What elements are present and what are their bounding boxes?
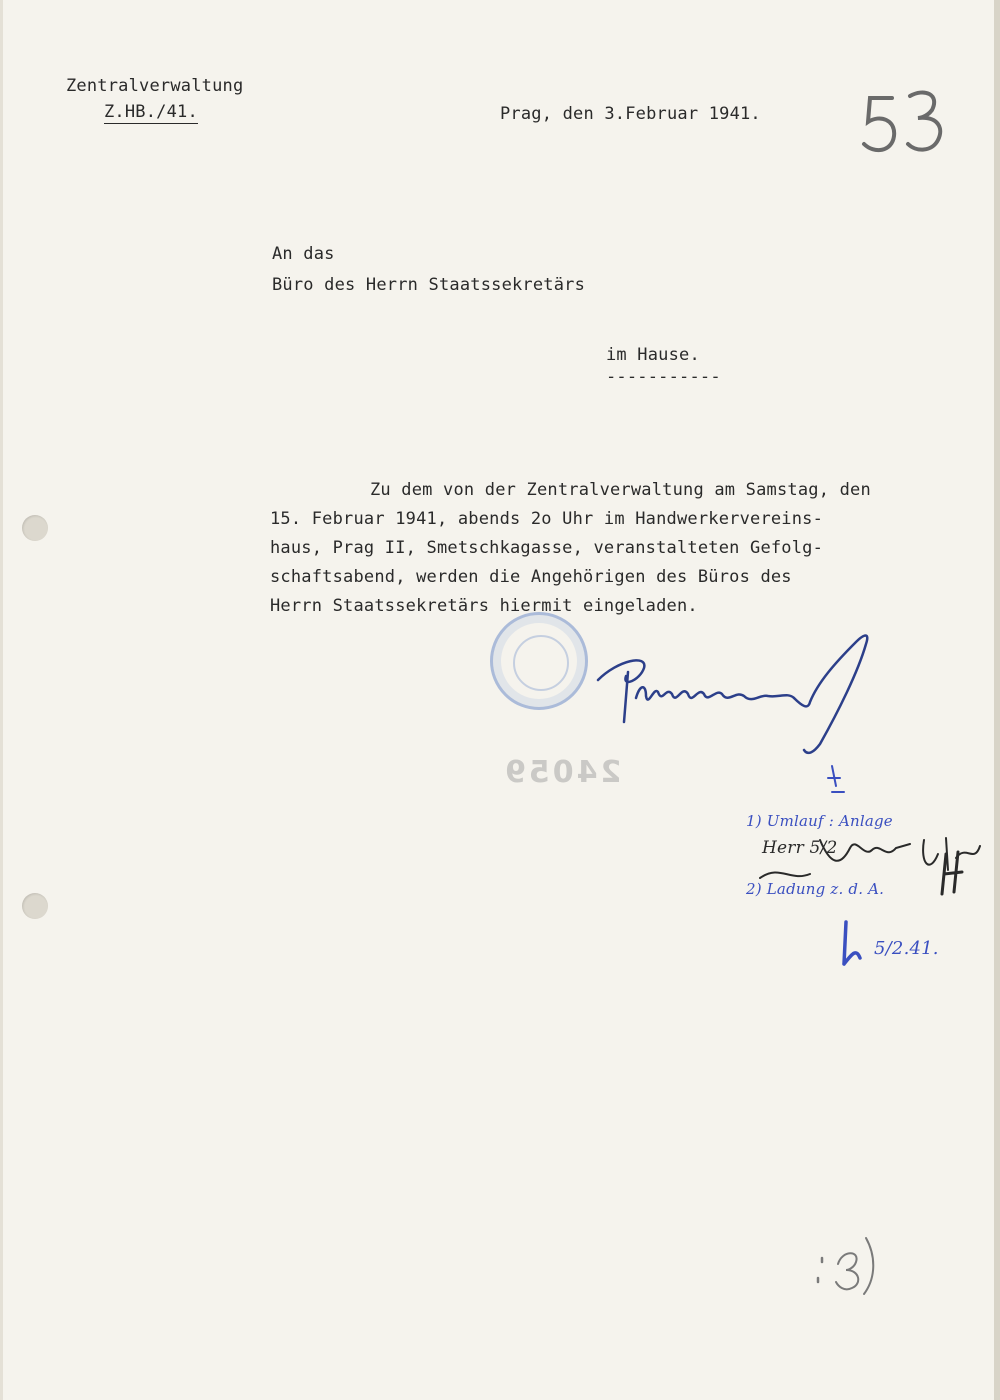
annotation-line-1: 1) Umlauf : Anlage [746, 812, 893, 830]
recipient-line-2: Büro des Herrn Staatssekretärs [272, 275, 586, 295]
annotation-initial-mark [936, 848, 986, 898]
faded-number-stamp: 24059 [502, 755, 622, 790]
body-line-1: Zu dem von der Zentralverwaltung am Samstag, den [370, 480, 871, 500]
annotation-line-3: 2) Ladung z. d. A. [746, 880, 885, 898]
punch-hole-lower [22, 893, 48, 919]
blue-mark-small [822, 758, 862, 808]
body-line-2: 15. Februar 1941, abends 2o Uhr im Handwerkervereins- [270, 509, 824, 529]
body-line-5: Herrn Staatssekretärs hiermit eingeladen. [270, 596, 698, 616]
page-edge-right [994, 0, 1000, 1400]
handwritten-signature [588, 632, 888, 772]
pencil-bottom-mark [812, 1228, 882, 1298]
round-seal-inner [513, 635, 569, 691]
annotation-date: 5/2.41. [874, 938, 939, 959]
folio-number-53 [858, 82, 958, 162]
reference-text: Z.HB./41. [104, 102, 198, 122]
place-date: Prag, den 3.Februar 1941. [500, 104, 761, 124]
recipient-line-3: im Hause. [606, 345, 700, 365]
annotation-date-initial [836, 918, 876, 968]
recipient-line-1: An das [272, 244, 335, 264]
page-edge-left [0, 0, 3, 1400]
body-line-4: schaftsabend, werden die Angehörigen des Büros des [270, 567, 792, 587]
body-line-3: haus, Prag II, Smetschkagasse, veranstalteten Gefolg- [270, 538, 824, 558]
round-seal-stamp [490, 612, 588, 710]
sender-name: Zentralverwaltung [66, 76, 244, 96]
punch-hole-upper [22, 515, 48, 541]
annotation-line-2: Herr 5/2 [762, 838, 838, 858]
recipient-rule: ----------- [606, 367, 721, 387]
reference-number [104, 102, 198, 122]
